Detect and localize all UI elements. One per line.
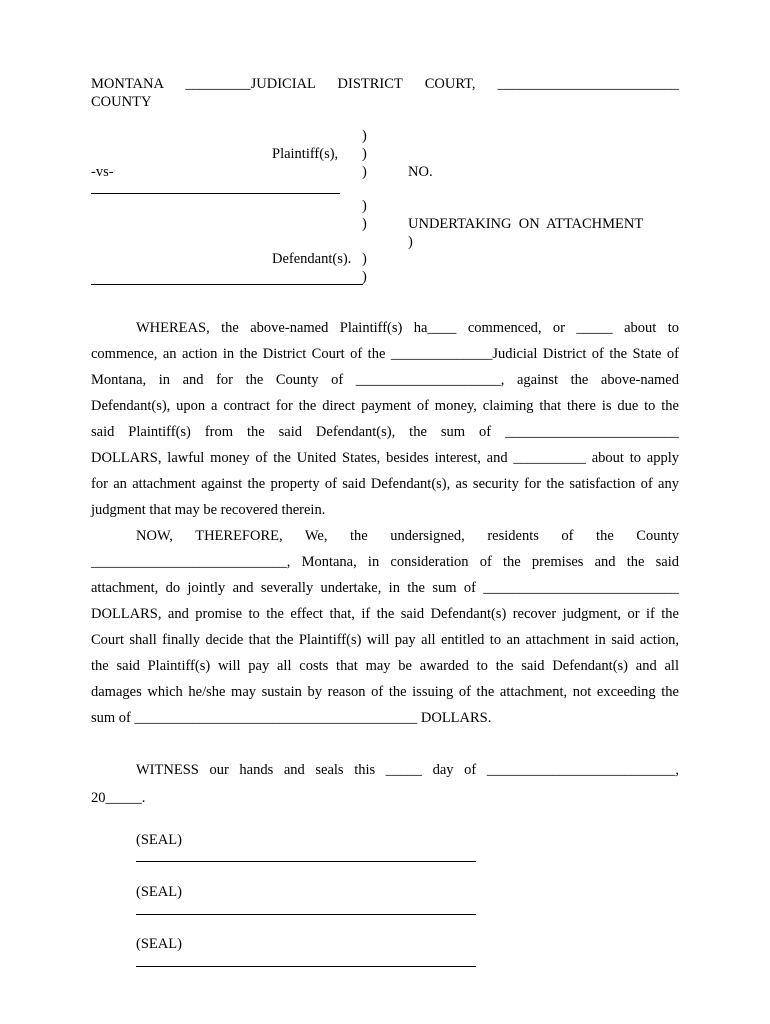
document-title: UNDERTAKING ON ATTACHMENT — [408, 216, 644, 232]
witness-year: 20_____. — [91, 790, 146, 806]
paragraph-line: Defendant(s), upon a contract for the direct payment of money, claiming that there is due to the — [91, 398, 679, 414]
plaintiff-label: Plaintiff(s), — [272, 146, 339, 162]
caption-paren: ) — [362, 198, 367, 214]
paragraph-line: Court shall finally decide that the Plaintiff(s) will pay all entitled to an attachment in said action, — [91, 632, 679, 648]
defendant-name-line — [91, 193, 340, 194]
signature-line — [136, 914, 476, 915]
caption-paren: ) — [408, 234, 413, 250]
paragraph-line: DOLLARS, and promise to the effect that, if the said Defendant(s) recover judgment, or if the — [91, 606, 679, 622]
paragraph-line: ___________________________, Montana, in consideration of the premises and the said — [91, 554, 679, 570]
signature-line — [136, 966, 476, 967]
caption-paren: ) — [362, 269, 367, 285]
seal-label: (SEAL) — [136, 832, 182, 848]
county-label: COUNTY — [91, 94, 152, 110]
defendant-label: Defendant(s). — [272, 251, 352, 267]
paragraph-line: the said Plaintiff(s) will pay all costs that may be awarded to the said Defendant(s) and all — [91, 658, 679, 674]
paragraph-line: sum of _______________________________________ DOLLARS. — [91, 710, 492, 726]
paragraph-line: said Plaintiff(s) from the said Defendant(s), the sum of ________________________ — [91, 424, 679, 440]
paragraph-line: WHEREAS, the above-named Plaintiff(s) ha____ commenced, or _____ about to — [136, 320, 679, 336]
witness-line: WITNESS our hands and seals this _____ day of __________________________, — [136, 762, 679, 778]
court-header-line: MONTANA _________JUDICIAL DISTRICT COURT, _________________________ — [91, 76, 679, 92]
vs-label: -vs- — [91, 164, 114, 180]
caption-paren: ) — [362, 251, 367, 267]
paragraph-line: commence, an action in the District Court of the ______________Judicial District of the State of — [91, 346, 679, 362]
paragraph-line: Montana, in and for the County of ____________________, against the above-named — [91, 372, 679, 388]
caption-paren: ) — [362, 146, 367, 162]
seal-label: (SEAL) — [136, 884, 182, 900]
paragraph-line: judgment that may be recovered therein. — [91, 502, 326, 518]
paragraph-line: damages which he/she may sustain by reason of the issuing of the attachment, not exceeding the — [91, 684, 679, 700]
paragraph-line: NOW, THEREFORE, We, the undersigned, residents of the County — [136, 528, 679, 544]
seal-label: (SEAL) — [136, 936, 182, 952]
paragraph-line: for an attachment against the property of said Defendant(s), as security for the satisfaction of any — [91, 476, 679, 492]
caption-bottom-line — [91, 284, 363, 285]
case-number-label: NO. — [408, 164, 433, 180]
caption-paren: ) — [362, 164, 367, 180]
paragraph-line: DOLLARS, lawful money of the United States, besides interest, and __________ about to apply — [91, 450, 679, 466]
caption-paren: ) — [362, 216, 367, 232]
paragraph-line: attachment, do jointly and severally undertake, in the sum of ___________________________ — [91, 580, 679, 596]
caption-paren: ) — [362, 128, 367, 144]
signature-line — [136, 861, 476, 862]
